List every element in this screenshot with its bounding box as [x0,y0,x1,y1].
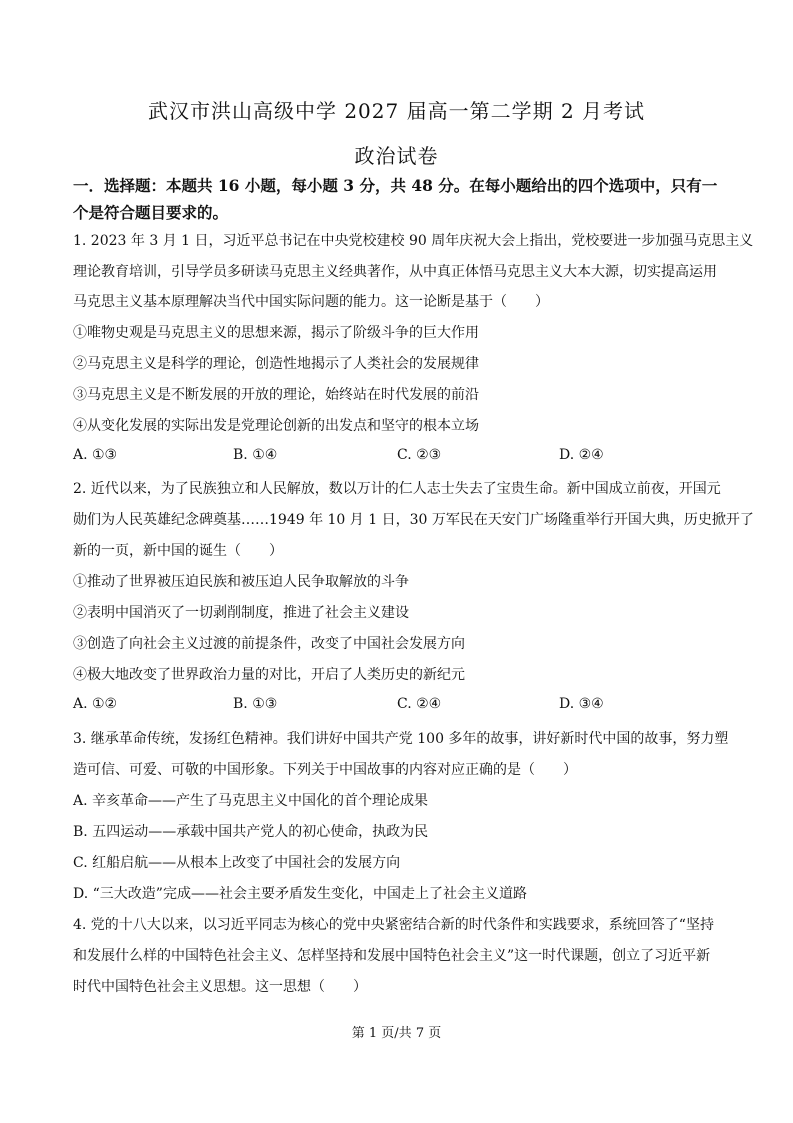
q3-stem-line-2: 造可信、可爱、可敬的中国形象。下列关于中国故事的内容对应正确的是（ ） [73,762,577,778]
q3-stem-line-1: 3. 继承革命传统，发扬红色精神。我们讲好中国共产党 100 多年的故事，讲好新时代中国的故事，努力塑 [73,731,729,747]
section-instruction-line-2: 个是符合题目要求的。 [73,203,229,222]
q2-option-a: A. ①② [73,696,118,712]
q1-stem-line-2: 理论教育培训，引导学员多研读马克思主义经典著作，从中真正体悟马克思主义大本大源，切实提高运用 [73,264,717,280]
q2-item-2: ②表明中国消灭了一切剥削制度，推进了社会主义建设 [73,605,409,621]
q2-stem-line-1: 2. 近代以来，为了民族独立和人民解放，数以万计的仁人志士失去了宝贵生命。新中国成立前夜，开国元 [73,481,721,497]
page-footer: 第 1 页/共 7 页 [351,1026,442,1041]
q2-option-d: D. ③④ [559,696,604,712]
q3-option-a: A. 辛亥革命——产生了马克思主义中国化的首个理论成果 [73,793,429,809]
q1-item-2: ②马克思主义是科学的理论，创造性地揭示了人类社会的发展规律 [73,356,479,372]
q2-stem-line-2: 勋们为人民英雄纪念碑奠基……1949 年 10 月 1 日，30 万军民在天安门广场隆重举行开国大典，历史掀开了 [73,512,754,528]
q1-option-a: A. ①③ [73,447,118,463]
q1-option-b: B. ①④ [233,447,278,463]
q2-item-3: ③创造了向社会主义过渡的前提条件，改变了中国社会发展方向 [73,636,465,652]
q2-item-4: ④极大地改变了世界政治力量的对比，开启了人类历史的新纪元 [73,667,465,683]
q3-option-d: D. “三大改造”完成——社会主要矛盾发生变化，中国走上了社会主义道路 [73,886,527,902]
q1-stem-line-3: 马克思主义基本原理解决当代中国实际问题的能力。这一论断是基于（ ） [73,294,549,310]
q4-stem-line-3: 时代中国特色社会主义思想。这一思想（ ） [73,979,367,995]
q1-item-4: ④从变化发展的实际出发是党理论创新的出发点和坚守的根本立场 [73,418,479,434]
exam-title: 武汉市洪山高级中学 2027 届高一第二学期 2 月考试 [147,99,646,123]
q4-stem-line-1: 4. 党的十八大以来，以习近平同志为核心的党中央紧密结合新的时代条件和实践要求，系统回答了“坚持 [73,917,714,933]
section-instruction-line-1: 一．选择题：本题共 16 小题，每小题 3 分，共 48 分。在每小题给出的四个选项中，只有一 [73,176,718,195]
q2-stem-line-3: 新的一页，新中国的诞生（ ） [73,543,283,559]
exam-subtitle: 政治试卷 [354,144,439,168]
q1-item-1: ①唯物史观是马克思主义的思想来源，揭示了阶级斗争的巨大作用 [73,325,479,341]
q1-option-d: D. ②④ [559,447,604,463]
q2-option-b: B. ①③ [233,696,278,712]
q1-stem-line-1: 1. 2023 年 3 月 1 日，习近平总书记在中央党校建校 90 周年庆祝大会上指出，党校要进一步加强马克思主义 [73,233,754,249]
q3-option-b: B. 五四运动——承载中国共产党人的初心使命，执政为民 [73,824,429,840]
q2-option-c: C. ②④ [397,696,442,712]
q4-stem-line-2: 和发展什么样的中国特色社会主义、怎样坚持和发展中国特色社会主义”这一时代课题，创立了习近平新 [73,948,711,964]
q2-item-1: ①推动了世界被压迫民族和被压迫人民争取解放的斗争 [73,574,409,590]
q1-option-c: C. ②③ [397,447,442,463]
q1-item-3: ③马克思主义是不断发展的开放的理论，始终站在时代发展的前沿 [73,387,479,403]
q3-option-c: C. 红船启航——从根本上改变了中国社会的发展方向 [73,855,401,871]
